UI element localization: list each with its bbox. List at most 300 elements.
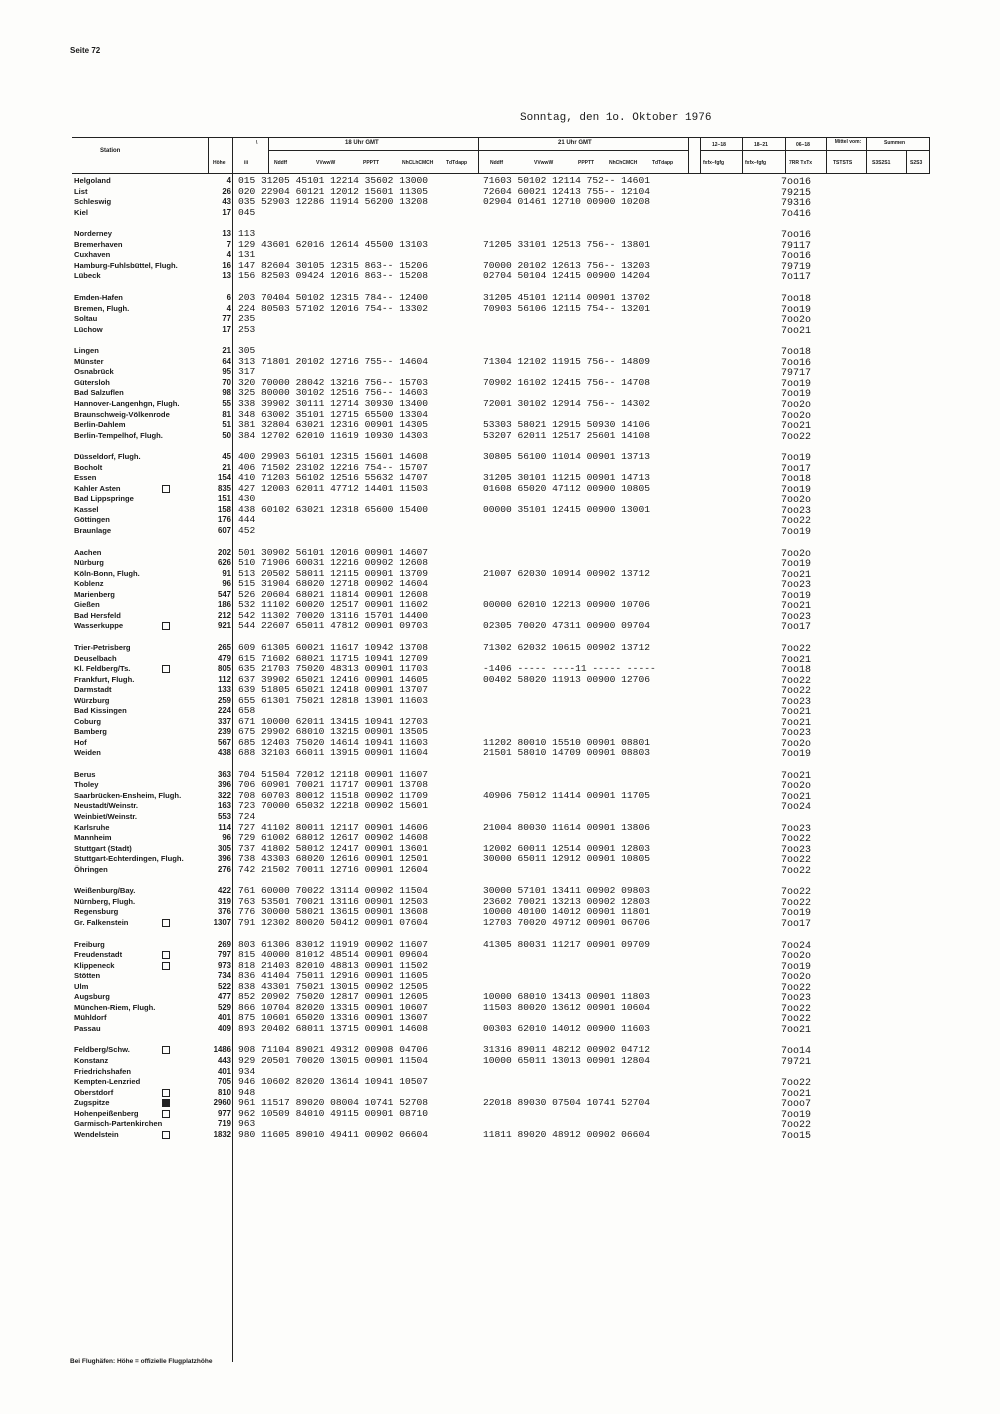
station-height: 276: [217, 864, 231, 874]
table-row: [0, 1118, 1000, 1132]
station-name: Gießen: [74, 600, 100, 610]
sub18-clouds: NhCLhCMCH: [402, 160, 434, 166]
station-height: 77: [222, 314, 231, 324]
station-name: Norderney: [74, 229, 112, 239]
station-height: 337: [217, 716, 231, 726]
table-row: [0, 1024, 1000, 1034]
obs-18-utc: 129 43601 62016 12614 45500 13103: [238, 238, 428, 250]
obs-21-utc: 21004 80030 11614 00901 13806: [483, 821, 650, 833]
table-row: [0, 1077, 1000, 1087]
obs-21-utc: 00402 58020 11913 00900 12706: [483, 673, 650, 685]
table-row: [0, 940, 1000, 950]
table-row: [0, 1003, 1000, 1013]
station-name: Berus: [74, 769, 96, 779]
obs-18-utc: 410 71203 56102 12516 55632 14707: [238, 472, 428, 484]
station-height: 17: [222, 324, 231, 334]
obs-18-utc: 637 39902 65021 12416 00901 14605: [238, 673, 428, 685]
mean-value: 7oo19: [781, 526, 812, 538]
footnote: Bei Flughäfen: Höhe = offizielle Flugplatzhöhe: [70, 1358, 213, 1365]
obs-18-utc: 815 40000 81012 48514 00901 09604: [238, 949, 428, 961]
obs-21-utc: 11503 80020 13612 00901 10604: [483, 1001, 650, 1013]
obs-18-utc: 639 51805 65021 12418 00901 13707: [238, 684, 428, 695]
station-height: 734: [217, 971, 231, 981]
obs-18-utc: 406 71502 23102 12216 754-- 15707: [238, 461, 428, 473]
station-height: 305: [217, 843, 231, 853]
mean-value: 7oo22: [781, 855, 812, 866]
station-height: 186: [217, 600, 231, 610]
station-name: Berlin-Tempelhof, Flugh.: [74, 430, 163, 440]
header-tick: \: [256, 140, 258, 146]
station-name: Öhringen: [74, 864, 108, 874]
mean-value: 7oo15: [781, 1130, 812, 1142]
obs-18-utc: 325 80000 30102 12516 756-- 14603: [238, 387, 428, 399]
table-row: [0, 599, 1000, 613]
mean-value: 79316: [781, 198, 812, 209]
obs-18-utc: 866 10704 82020 13315 00901 10607: [238, 1001, 428, 1013]
station-height: 176: [217, 515, 231, 525]
table-row: [0, 675, 1000, 685]
obs-18-utc: 908 71104 89021 49312 00908 04706: [238, 1044, 428, 1056]
obs-18-utc: 513 20502 58011 12115 00901 13709: [238, 567, 428, 579]
mean-value: 7oo21: [781, 654, 812, 666]
table-row: [0, 313, 1000, 327]
mean-value: 79717: [781, 368, 812, 380]
mountain-station-icon: [162, 951, 170, 959]
mean-value: 7ooo7: [781, 1099, 812, 1110]
table-row: [0, 664, 1000, 674]
station-name: Neustadt/Weinstr.: [74, 801, 138, 811]
sub21-ppptt: PPPTT: [578, 160, 595, 166]
table-row: [0, 431, 1000, 441]
station-name: Koblenz: [74, 579, 104, 589]
mean-value: 7oo19: [781, 378, 812, 390]
station-height: 363: [217, 769, 231, 779]
obs-18-utc: 320 70000 28042 13216 756-- 15703: [238, 376, 428, 388]
table-row: [0, 345, 1000, 359]
table-row: [0, 1044, 1000, 1058]
obs-18-utc: 384 12702 62010 11619 10930 14303: [238, 429, 428, 441]
obs-21-utc: 70902 16102 12415 756-- 14708: [483, 376, 650, 388]
obs-21-utc: 02904 01461 12710 00900 10208: [483, 196, 650, 207]
station-height: 522: [217, 981, 231, 991]
obs-18-utc: 658: [238, 705, 256, 717]
table-row: [0, 833, 1000, 843]
station-name: Augsburg: [74, 992, 110, 1002]
obs-18-utc: 738 43303 68020 12616 00901 12501: [238, 853, 428, 864]
obs-21-utc: 31205 30101 11215 00901 14713: [483, 472, 650, 484]
header-range-18-21: 18–21: [754, 142, 768, 148]
mountain-station-icon: [162, 1046, 170, 1054]
station-height: 477: [217, 992, 231, 1002]
obs-18-utc: 438 60102 63021 12318 65600 15400: [238, 503, 428, 515]
station-name: Düsseldorf, Flugh.: [74, 452, 141, 462]
header-mittel-sub: TSTSTS: [833, 160, 853, 166]
table-row: [0, 865, 1000, 875]
station-name: Gr. Falkenstein: [74, 917, 129, 927]
obs-18-utc: 963: [238, 1118, 256, 1130]
mean-value: 7oo22: [781, 516, 812, 528]
table-row: [0, 569, 1000, 579]
station-height: 64: [222, 356, 231, 366]
obs-18-utc: 761 60000 70022 13114 00902 11504: [238, 885, 428, 897]
mountain-station-icon: [162, 919, 170, 927]
obs-21-utc: 12002 60011 12514 00901 12803: [483, 842, 650, 854]
obs-18-utc: 615 71602 68021 11715 10941 12709: [238, 652, 428, 664]
mean-value: 7oo22: [781, 1120, 812, 1132]
mean-value: 7oo16: [781, 357, 812, 369]
station-name: Gütersloh: [74, 377, 110, 387]
mean-value: 7oo21: [781, 569, 812, 581]
station-height: 163: [217, 801, 231, 811]
mean-value: 7oo21: [781, 1024, 812, 1036]
obs-21-utc: 53303 58021 12915 50930 14106: [483, 419, 650, 430]
obs-21-utc: 10000 68010 13413 00901 11803: [483, 991, 650, 1003]
obs-18-utc: 836 41404 75011 12916 00901 11605: [238, 970, 428, 982]
obs-21-utc: 31205 45101 12114 00901 13702: [483, 292, 650, 304]
table-row: [0, 548, 1000, 558]
mean-value: 7oo21: [781, 1088, 812, 1100]
mean-value: 7oo23: [781, 505, 812, 517]
table-row: [0, 705, 1000, 719]
obs-18-utc: 224 80503 57102 12016 754-- 13302: [238, 302, 428, 314]
station-name: Klippeneck: [74, 960, 115, 970]
station-height: 409: [217, 1023, 231, 1033]
header-range-12-18: 12–18: [712, 142, 726, 148]
obs-18-utc: 776 30000 58021 13615 00901 13608: [238, 906, 428, 918]
station-name: München-Riem, Flugh.: [74, 1002, 156, 1012]
station-height: 4: [226, 176, 231, 185]
station-name: Darmstadt: [74, 685, 112, 694]
station-name: Hannover-Langenhgn, Flugh.: [74, 399, 180, 408]
table-row: [0, 747, 1000, 761]
station-height: 16: [222, 260, 231, 270]
mean-value: 7oo19: [781, 304, 812, 316]
station-name: Nürnberg, Flugh.: [74, 896, 136, 906]
obs-21-utc: 11811 89020 48912 00902 06604: [483, 1128, 650, 1140]
mean-value: 7oo2o: [781, 410, 812, 422]
station-height: 1307: [213, 917, 231, 927]
mean-value: 7oo2o: [781, 495, 812, 507]
obs-21-utc: 71603 50102 12114 752-- 14601: [483, 175, 650, 186]
mean-value: 7oo19: [781, 1109, 812, 1121]
station-name: Wendelstein: [74, 1129, 119, 1139]
table-row: [0, 249, 1000, 263]
station-name: Oberstdorf: [74, 1087, 114, 1097]
station-height: 158: [217, 504, 231, 514]
obs-18-utc: 609 61305 60021 11617 10942 13708: [238, 642, 428, 653]
station-height: 443: [217, 1056, 231, 1065]
station-name: Bad Lippspringe: [74, 494, 134, 504]
table-row: [0, 991, 1000, 1005]
obs-21-utc: 72604 60021 12413 755-- 12104: [483, 185, 650, 197]
station-name: Göttingen: [74, 515, 110, 525]
mean-value: 7oo24: [781, 802, 812, 814]
station-name: Kahler Asten: [74, 483, 121, 493]
mean-value: 7oo22: [781, 675, 812, 687]
station-name: Kempten-Lenzried: [74, 1077, 141, 1086]
station-height: 7: [226, 239, 231, 249]
mean-value: 7oo22: [781, 1078, 812, 1089]
mean-value: 7oo14: [781, 1046, 812, 1058]
mean-value: 7oo22: [781, 865, 812, 877]
mountain-station-icon: [162, 622, 170, 630]
table-row: [0, 325, 1000, 335]
station-height: 921: [217, 621, 231, 631]
station-height: 224: [217, 706, 231, 716]
station-name: Regensburg: [74, 907, 119, 917]
station-name: Stuttgart (Stadt): [74, 843, 132, 853]
table-row: [0, 187, 1000, 197]
station-height: 553: [217, 812, 231, 821]
mean-value: 7oo22: [781, 834, 812, 845]
obs-18-utc: 532 11102 60020 12517 00901 11602: [238, 599, 428, 611]
table-row: [0, 399, 1000, 409]
station-name: Stuttgart-Echterdingen, Flugh.: [74, 854, 184, 863]
table-row: [0, 366, 1000, 380]
station-height: 422: [217, 886, 231, 896]
mean-value: 7oo19: [781, 749, 812, 761]
obs-18-utc: 671 10000 62011 13415 10941 12703: [238, 715, 428, 727]
station-height: 51: [222, 420, 231, 429]
station-height: 13: [222, 229, 231, 239]
mean-value: 7oo2o: [781, 951, 812, 963]
header-station: Station: [100, 148, 121, 154]
obs-21-utc: 30000 57101 13411 00902 09803: [483, 885, 650, 897]
table-row: [0, 526, 1000, 536]
obs-21-utc: 00000 35101 12415 00900 13001: [483, 503, 650, 515]
table-row: [0, 590, 1000, 600]
obs-18-utc: 934: [238, 1065, 256, 1077]
station-name: Kl. Feldberg/Ts.: [74, 664, 131, 673]
table-row: [0, 823, 1000, 833]
station-height: 1832: [213, 1129, 231, 1139]
station-name: Braunschweig-Völkenrode: [74, 409, 170, 419]
obs-21-utc: 23602 70021 13213 00902 12803: [483, 895, 650, 907]
mean-value: 7oo23: [781, 580, 812, 592]
station-name: Bamberg: [74, 727, 107, 737]
station-height: 17: [222, 207, 231, 217]
sub21-clouds: NhChCMCH: [609, 160, 638, 166]
table-row: [0, 505, 1000, 515]
table-row: [0, 472, 1000, 486]
station-height: 396: [217, 780, 231, 790]
table-row: [0, 717, 1000, 727]
obs-18-utc: 688 32103 66011 13915 00901 11604: [238, 747, 428, 759]
station-height: 151: [217, 494, 231, 504]
table-row: [0, 1130, 1000, 1140]
table-row: [0, 292, 1000, 306]
station-height: 70: [222, 377, 231, 387]
obs-18-utc: 723 70000 65032 12218 00902 15601: [238, 800, 428, 812]
station-name: Marienberg: [74, 589, 115, 599]
station-height: 96: [222, 833, 231, 842]
mean-value: 7oo2o: [781, 315, 812, 327]
station-height: 529: [217, 1002, 231, 1012]
mean-value: 7o117: [781, 272, 812, 284]
station-name: Wasserkuppe: [74, 621, 124, 631]
mean-value: 7oo2o: [781, 781, 812, 793]
station-name: Münster: [74, 356, 104, 366]
station-name: Berlin-Dahlem: [74, 420, 126, 429]
mean-value: 7oo23: [781, 993, 812, 1005]
mountain-station-icon: [162, 1089, 170, 1097]
obs-18-utc: 235: [238, 313, 256, 325]
mean-value: 7oo2o: [781, 400, 812, 411]
mean-value: 7oo23: [781, 611, 812, 623]
station-height: 98: [222, 388, 231, 398]
table-row: [0, 410, 1000, 420]
obs-21-utc: 31316 89011 48212 00902 04712: [483, 1044, 650, 1056]
mean-value: 79721: [781, 1057, 812, 1068]
table-row: [0, 357, 1000, 367]
station-name: Hamburg-Fuhlsbüttel, Flugh.: [74, 260, 178, 270]
station-name: Bocholt: [74, 462, 103, 472]
table-row: [0, 885, 1000, 899]
obs-21-utc: 41305 80031 11217 00901 09709: [483, 938, 650, 950]
station-name: Nürburg: [74, 558, 104, 568]
station-height: 2960: [213, 1098, 231, 1107]
station-height: 319: [217, 896, 231, 906]
obs-21-utc: 02704 50104 12415 00900 14204: [483, 270, 650, 282]
table-row: [0, 304, 1000, 314]
station-height: 26: [222, 186, 231, 196]
station-name: Hohenpeißenberg: [74, 1108, 139, 1118]
station-height: 401: [217, 1066, 231, 1076]
header-21-uhr: 21 Uhr GMT: [558, 140, 592, 146]
station-name: Tholey: [74, 780, 99, 790]
mean-value: 7o416: [781, 208, 812, 220]
station-height: 4: [226, 303, 231, 313]
obs-18-utc: 655 61301 75021 12818 13901 11603: [238, 694, 428, 706]
station-name: Kiel: [74, 207, 88, 217]
station-name: Köln-Bonn, Flugh.: [74, 568, 140, 578]
station-name: Weinbiet/Weinstr.: [74, 812, 138, 821]
header-18-uhr: 18 Uhr GMT: [345, 140, 379, 146]
station-name: Zugspitze: [74, 1098, 110, 1107]
mean-value: 7oo21: [781, 707, 812, 719]
station-height: 705: [217, 1077, 231, 1086]
station-name: Coburg: [74, 716, 101, 726]
station-height: 96: [222, 579, 231, 589]
station-height: 376: [217, 907, 231, 917]
obs-18-utc: 156 82503 09424 12016 863-- 15208: [238, 270, 428, 282]
obs-18-utc: 113: [238, 228, 256, 240]
station-height: 202: [217, 547, 231, 557]
obs-21-utc: 02305 70020 47311 00900 09704: [483, 620, 650, 632]
station-name: Soltau: [74, 314, 98, 324]
mean-value: 7oo22: [781, 982, 812, 994]
mountain-station-icon: [162, 485, 170, 493]
station-name: Würzburg: [74, 695, 110, 705]
station-name: Lingen: [74, 346, 99, 356]
mean-value: 7oo21: [781, 325, 812, 337]
station-height: 265: [217, 643, 231, 652]
station-name: Osnabrück: [74, 367, 114, 377]
obs-18-utc: 400 29903 56101 12315 15601 14608: [238, 451, 428, 463]
table-row: [0, 696, 1000, 706]
table-row: [0, 1012, 1000, 1026]
table-row: [0, 982, 1000, 992]
station-height: 797: [217, 950, 231, 960]
station-height: 438: [217, 748, 231, 758]
mean-value: 7oo22: [781, 897, 812, 909]
table-row: [0, 484, 1000, 494]
mean-value: 7oo19: [781, 961, 812, 973]
obs-18-utc: 444: [238, 514, 256, 526]
obs-18-utc: 803 61306 83012 11919 00902 11607: [238, 938, 428, 950]
station-name: Bad Hersfeld: [74, 610, 121, 620]
sub18-ppptt: PPPTT: [363, 160, 380, 166]
station-height: 835: [217, 483, 231, 493]
table-row: [0, 387, 1000, 401]
mean-value: 7oo23: [781, 844, 812, 856]
station-name: Mannheim: [74, 833, 112, 842]
station-name: Garmisch-Partenkirchen: [74, 1119, 163, 1129]
mean-value: 7oo23: [781, 728, 812, 740]
table-row: [0, 779, 1000, 793]
mean-value: 79215: [781, 187, 812, 199]
table-row: [0, 844, 1000, 854]
obs-18-utc: 675 29902 68010 13215 00901 13505: [238, 726, 428, 738]
obs-21-utc: 30000 65011 12912 00901 10805: [483, 853, 650, 864]
obs-21-utc: -1406 ----- ----11 ----- -----: [483, 663, 656, 674]
mean-value: 7oo2o: [781, 548, 812, 560]
station-name: Helgoland: [74, 176, 111, 185]
station-height: 95: [222, 367, 231, 377]
obs-18-utc: 452: [238, 524, 256, 536]
header-range-18-21-sub: fxfx–fgfg: [745, 160, 767, 166]
mean-value: 7oo17: [781, 918, 812, 930]
obs-18-utc: 929 20501 70020 13015 00901 11504: [238, 1055, 428, 1066]
station-name: Freiburg: [74, 939, 105, 949]
obs-18-utc: 510 71906 60031 12216 00902 12608: [238, 557, 428, 569]
obs-18-utc: 147 82604 30105 12315 863-- 15206: [238, 259, 428, 271]
mountain-station-filled-icon: [162, 1099, 170, 1107]
table-row: [0, 378, 1000, 388]
mean-value: 79719: [781, 261, 812, 273]
mean-value: 7oo22: [781, 686, 812, 697]
mean-value: 7oo18: [781, 347, 812, 359]
station-height: 13: [222, 271, 231, 281]
station-height: 112: [218, 674, 231, 684]
station-height: 401: [217, 1013, 231, 1023]
obs-18-utc: 020 22904 60121 12012 15601 11305: [238, 185, 428, 197]
table-row: [0, 970, 1000, 984]
station-height: 626: [217, 558, 231, 568]
header-range-06-18-sub: 7RR TxTx: [789, 160, 813, 166]
mean-value: 7oo24: [781, 940, 812, 952]
table-row: [0, 800, 1000, 814]
table-row: [0, 463, 1000, 473]
station-height: 977: [217, 1108, 231, 1118]
station-name: Feldberg/Schw.: [74, 1045, 130, 1055]
obs-18-utc: 430: [238, 493, 256, 505]
station-name: Ulm: [74, 981, 89, 991]
station-name: Weißenburg/Bay.: [74, 886, 136, 896]
mean-value: 7oo22: [781, 644, 812, 655]
obs-18-utc: 704 51504 72012 12118 00901 11607: [238, 768, 428, 780]
header-range-06-18: 06–18: [796, 142, 810, 148]
mean-value: 7oo21: [781, 601, 812, 613]
sub18-nddff: Nddff: [274, 160, 288, 166]
station-name: Lüchow: [74, 324, 103, 334]
obs-18-utc: 737 41802 58012 12417 00901 13601: [238, 842, 428, 854]
station-height: 6: [226, 293, 231, 303]
obs-21-utc: 53207 62011 12517 25601 14108: [483, 429, 650, 441]
mean-value: 7oo19: [781, 484, 812, 496]
station-name: Lübeck: [74, 271, 101, 281]
page-number: Seite 72: [70, 46, 101, 55]
